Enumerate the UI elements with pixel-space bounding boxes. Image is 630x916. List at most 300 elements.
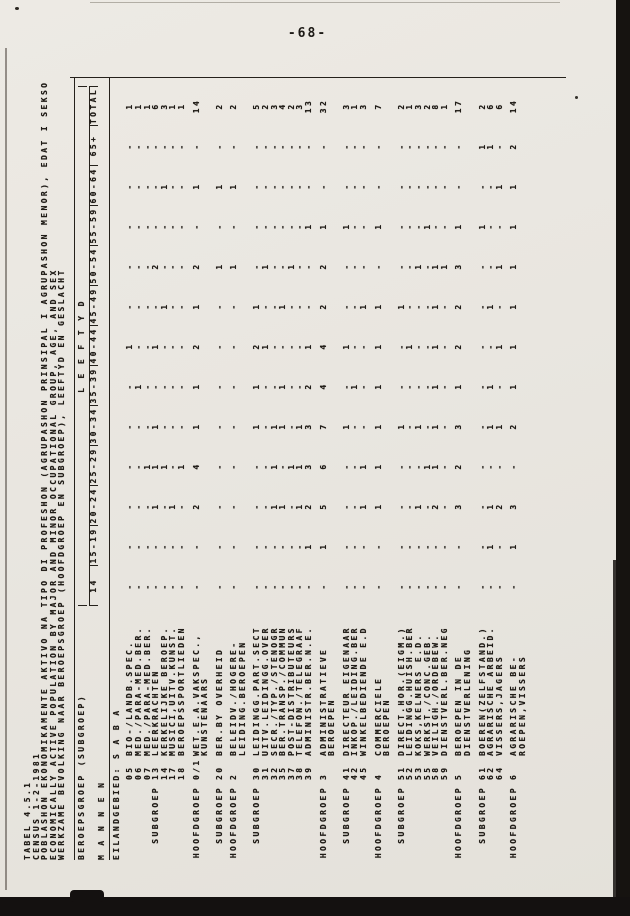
cell-value: 2 (477, 102, 487, 110)
cell-value: - (413, 302, 423, 310)
cell-value: 1 (159, 182, 169, 190)
cell-value: - (142, 342, 152, 350)
cell-value: - (295, 262, 305, 270)
table-row-continuation (519, 78, 528, 860)
cell-value: - (295, 182, 305, 190)
row-name-continued: BEROEPEN (382, 698, 392, 756)
cell-value: 1 (269, 422, 279, 430)
cell-value: - (295, 302, 305, 310)
cell-value: 3 (454, 422, 464, 430)
cell-value: - (373, 142, 383, 150)
cell-value: 3 (341, 102, 351, 110)
row-values (510, 86, 519, 606)
cell-value: - (125, 582, 135, 590)
cell-value: - (439, 142, 449, 150)
cell-value: 2 (229, 102, 239, 110)
cell-value: 1 (494, 422, 504, 430)
row-code: 52 (405, 765, 415, 780)
row-name: AGRARISCHE BE- (509, 654, 519, 756)
age-column-header: 20-24 (90, 486, 99, 526)
row-code: 59 (439, 765, 449, 780)
cell-value: - (133, 142, 143, 150)
cell-value: - (431, 542, 441, 550)
cell-value: - (214, 382, 224, 390)
cell-value: - (439, 222, 449, 230)
cell-value: - (176, 222, 186, 230)
cell-value: - (341, 262, 351, 270)
cell-value: 1 (304, 542, 314, 550)
cell-value: 1 (261, 342, 271, 350)
title-papiamento: POBLASHON EKONOMIKAMENTE AKTIVO NA TIPO DI PROFESHON (AGRUPASHON PRINSIPAL I AGRUPASHON MENOR), EDAT I SEKSO (40, 80, 50, 860)
cell-value: - (252, 582, 262, 590)
cell-value: 2 (422, 102, 432, 110)
cell-value: - (413, 382, 423, 390)
scan-speck (575, 96, 578, 99)
title-english: ECONOMICALLY ACTIVE POPULATION BY MAJOR AND MINOR OCCUPATIONAL GROUP, AGE, AND SEX (48, 268, 58, 860)
cell-value: 1 (486, 502, 496, 510)
cell-value: - (486, 222, 496, 230)
cell-value: - (125, 262, 135, 270)
cell-value: 14 (191, 98, 201, 114)
scan-edge-top-line (90, 2, 560, 3)
row-values (178, 86, 187, 606)
cell-value: - (439, 302, 449, 310)
cell-value: - (252, 222, 262, 230)
cell-value: 1 (252, 302, 262, 310)
cell-value: - (168, 462, 178, 470)
cell-value: - (359, 542, 368, 550)
row-group-label: HOOFDGROEP (191, 786, 201, 859)
age-column-header: 15-19 (90, 526, 99, 566)
cell-value: 1 (486, 142, 496, 150)
cell-value: - (159, 342, 169, 350)
island-header: EILANDGEBIED: S A B A (111, 708, 121, 860)
cell-value: - (269, 182, 279, 190)
cell-value: - (269, 542, 279, 550)
cell-value: - (168, 582, 178, 590)
row-group-label: HOOFDGROEP (509, 786, 519, 859)
row-name: DIENSTVERL.BER.NEG (439, 626, 449, 756)
cell-value: 1 (261, 262, 271, 270)
age-column-header: 30-34 (90, 406, 99, 446)
cell-value: - (191, 142, 201, 150)
cell-value: 4 (278, 102, 288, 110)
cell-value: 17 (454, 98, 464, 114)
cell-value: - (439, 382, 449, 390)
row-code: 64 (494, 765, 504, 780)
cell-value: 1 (142, 462, 152, 470)
cell-value: - (229, 422, 239, 430)
cell-value: 1 (278, 302, 288, 310)
row-code: 0/1 (191, 758, 201, 780)
cell-value: 1 (477, 222, 487, 230)
beroepsgroep-header: BEROEPSGROEP (SUBGROEP) (76, 694, 86, 860)
cell-value: - (176, 342, 186, 350)
cell-value: - (422, 302, 432, 310)
row-code: 6 (509, 772, 519, 780)
cell-value: - (477, 462, 487, 470)
row-code: 61 (477, 765, 487, 780)
row-values (216, 86, 225, 606)
cell-value: 5 (318, 502, 328, 510)
sex-header: M A N N E N (97, 780, 107, 860)
cell-value: - (350, 142, 360, 150)
cell-value: - (477, 182, 487, 190)
cell-value: - (261, 142, 271, 150)
table-row-continuation (464, 78, 473, 860)
cell-value: - (176, 182, 186, 190)
cell-value: 2 (191, 262, 201, 270)
cell-value: 1 (509, 302, 519, 310)
cell-value: - (133, 422, 143, 430)
cell-value: 3 (454, 502, 464, 510)
cell-value: - (413, 222, 423, 230)
cell-value: - (133, 582, 143, 590)
cell-value: - (494, 302, 504, 310)
cell-value: - (125, 182, 135, 190)
cell-value: - (168, 382, 178, 390)
cell-value: - (341, 502, 351, 510)
cell-value: 3 (359, 102, 368, 110)
cell-value: - (295, 542, 305, 550)
cell-value: 1 (286, 462, 296, 470)
cell-value: 32 (318, 98, 328, 114)
cell-value: 1 (286, 262, 296, 270)
row-name: MUSICI,UITV.KUNST. (168, 626, 178, 756)
cell-value: - (341, 582, 351, 590)
cell-value: - (396, 142, 406, 150)
cell-value: 2 (509, 142, 519, 150)
cell-value: 1 (454, 382, 464, 390)
cell-value: 1 (133, 382, 143, 390)
cell-value: - (159, 222, 169, 230)
cell-value: 2 (494, 502, 504, 510)
row-code: 07 (142, 765, 152, 780)
cell-value: - (142, 582, 152, 590)
column-group-header-row (78, 78, 87, 860)
cell-value: - (176, 142, 186, 150)
cell-value: - (454, 142, 464, 150)
cell-value: - (269, 342, 279, 350)
row-values (496, 86, 505, 606)
cell-value: - (125, 462, 135, 470)
cell-value: - (350, 302, 360, 310)
cell-value: 1 (413, 422, 423, 430)
cell-value: - (422, 502, 432, 510)
cell-value: - (229, 502, 239, 510)
cell-value: 1 (229, 182, 239, 190)
cell-value: 1 (509, 182, 519, 190)
cell-value: - (396, 382, 406, 390)
cell-value: - (422, 382, 432, 390)
title-dutch: WERKZAME BEVOLKING NAAR BEROEPSGROEP (HOOFDGROEP EN SUBGROEP), LEEFTYD EN GESLACHT (57, 268, 67, 860)
cell-value: 1 (295, 422, 305, 430)
cell-value: - (269, 582, 279, 590)
cell-value: 1 (431, 342, 441, 350)
row-group-label: HOOFDGROEP (373, 786, 383, 859)
cell-value: - (341, 302, 351, 310)
cell-value: 1 (422, 462, 432, 470)
cell-value: 1 (359, 302, 368, 310)
cell-value: - (133, 222, 143, 230)
age-column-header: 45-49 (90, 286, 99, 326)
cell-value: 1 (191, 182, 201, 190)
cell-value: - (350, 542, 360, 550)
row-name: VEILIGH./ORDEBEW. (431, 633, 441, 756)
cell-value: 1 (278, 382, 288, 390)
cell-value: - (142, 422, 152, 430)
cell-value: - (168, 182, 178, 190)
cell-value: - (252, 262, 262, 270)
cell-value: 1 (125, 102, 135, 110)
cell-value: 1 (509, 262, 519, 270)
cell-value: 1 (359, 462, 368, 470)
cell-value: 1 (454, 222, 464, 230)
cell-value: - (350, 342, 360, 350)
age-column-header: 50-54 (90, 246, 99, 286)
cell-value: 1 (486, 302, 496, 310)
cell-value: - (396, 342, 406, 350)
cell-value: - (159, 582, 169, 590)
table-row (360, 78, 369, 860)
spacer (67, 78, 72, 860)
cell-value: 1 (431, 422, 441, 430)
cell-value: - (341, 382, 351, 390)
cell-value: - (509, 462, 519, 470)
cell-value: - (168, 342, 178, 350)
row-code: 39 (304, 765, 314, 780)
row-name: UITV.LEIDINGG.OVER (261, 626, 271, 756)
cell-value: - (486, 462, 496, 470)
cell-value: - (261, 422, 271, 430)
cell-value: - (286, 382, 296, 390)
cell-value: - (214, 342, 224, 350)
cell-value: 2 (304, 502, 314, 510)
age-column-header: 35-39 (90, 366, 99, 406)
row-code: 41 (341, 765, 351, 780)
cell-value: - (396, 182, 406, 190)
cell-value: - (214, 582, 224, 590)
page-number: -68- (287, 26, 328, 41)
row-values (360, 86, 369, 606)
cell-value: - (405, 142, 415, 150)
cell-value: - (286, 342, 296, 350)
cell-value: - (125, 382, 135, 390)
cell-value: - (151, 222, 161, 230)
row-name: LEERKRACHTEN (151, 669, 161, 756)
cell-value: 1 (350, 102, 360, 110)
cell-value: 7 (318, 422, 328, 430)
cell-value: - (350, 222, 360, 230)
cell-value: - (405, 262, 415, 270)
cell-value: - (304, 262, 314, 270)
cell-value: - (494, 142, 504, 150)
cell-value: 2 (252, 342, 262, 350)
cell-value: - (214, 502, 224, 510)
cell-value: 3 (295, 102, 305, 110)
row-group-label: HOOFDGROEP (318, 786, 328, 859)
cell-value: 1 (373, 342, 383, 350)
cell-value: 1 (159, 302, 169, 310)
row-name: BEROEPEN IN DE (454, 654, 464, 756)
table-row-continuation (328, 78, 337, 860)
cell-value: 3 (304, 422, 314, 430)
cell-value: - (486, 342, 496, 350)
cell-value: 1 (509, 542, 519, 550)
cell-value: - (261, 502, 271, 510)
cell-value: - (413, 182, 423, 190)
cell-value: - (142, 182, 152, 190)
cell-value: - (405, 542, 415, 550)
cell-value: - (168, 542, 178, 550)
cell-value: - (229, 542, 239, 550)
row-name: COMMERCIELE (373, 676, 383, 756)
cell-value: - (191, 542, 201, 550)
cell-value: 1 (439, 102, 449, 110)
cell-value: - (229, 302, 239, 310)
cell-value: - (191, 582, 201, 590)
cell-value: - (214, 302, 224, 310)
cell-value: 1 (151, 462, 161, 470)
row-name: BEROEPSSPORTLIEDEN (176, 626, 186, 756)
cell-value: 1 (494, 342, 504, 350)
cell-value: - (261, 462, 271, 470)
cell-value: - (133, 182, 143, 190)
cell-value: - (229, 222, 239, 230)
cell-value: 4 (191, 462, 201, 470)
cell-value: 1 (295, 462, 305, 470)
cell-value: - (350, 422, 360, 430)
cell-value: - (286, 302, 296, 310)
cell-value: 1 (431, 262, 441, 270)
row-name: AGRARISCHE ARBEID. (486, 626, 496, 756)
row-name: SECR./TYP./STENOGR (269, 626, 279, 756)
cell-value: 1 (151, 342, 161, 350)
cell-value: - (214, 222, 224, 230)
cell-value: 4 (318, 382, 328, 390)
row-values (320, 86, 329, 606)
row-name: POST-DISTRIBUTEURS (286, 626, 296, 756)
cell-value: - (359, 222, 368, 230)
cell-value: - (176, 262, 186, 270)
cell-value: - (439, 542, 449, 550)
cell-value: - (359, 582, 368, 590)
cell-value: - (295, 222, 305, 230)
cell-value: - (125, 142, 135, 150)
cell-value: - (133, 542, 143, 550)
cell-value: - (359, 142, 368, 150)
cell-value: - (350, 462, 360, 470)
cell-value: - (286, 182, 296, 190)
row-code: 2 (229, 772, 239, 780)
cell-value: 1 (304, 342, 314, 350)
cell-value: 1 (509, 222, 519, 230)
cell-value: - (159, 382, 169, 390)
cell-value: - (286, 582, 296, 590)
cell-value: - (176, 302, 186, 310)
cell-value: - (373, 262, 383, 270)
cell-value: - (214, 422, 224, 430)
cell-value: - (295, 382, 305, 390)
cell-value: 1 (168, 102, 178, 110)
cell-value: - (486, 262, 496, 270)
cell-value: - (477, 582, 487, 590)
row-name: INKOP./LEIDING.BER (350, 626, 360, 756)
cell-value: - (278, 182, 288, 190)
cell-value: - (159, 262, 169, 270)
row-group-label: SUBGROEP (396, 786, 406, 844)
cell-value: - (269, 222, 279, 230)
row-values (230, 86, 239, 606)
cell-value: - (477, 542, 487, 550)
cell-value: - (318, 142, 328, 150)
cell-value: - (151, 302, 161, 310)
cell-value: - (413, 462, 423, 470)
cell-value: - (252, 502, 262, 510)
age-column-header: TOTAL (88, 87, 98, 125)
cell-value: - (405, 302, 415, 310)
row-values (375, 86, 384, 606)
age-column-header: 55-59 (90, 206, 99, 246)
cell-value: 2 (431, 502, 441, 510)
cell-value: 13 (304, 98, 314, 114)
cell-value: 1 (413, 502, 423, 510)
cell-value: 1 (373, 502, 383, 510)
cell-value: - (278, 262, 288, 270)
cell-value: 1 (405, 342, 415, 350)
cell-value: 1 (486, 422, 496, 430)
cell-value: - (176, 542, 186, 550)
cell-value: 1 (168, 502, 178, 510)
cell-value: - (133, 462, 143, 470)
age-column-header: 65+ (90, 126, 99, 166)
age-header-row (90, 78, 99, 860)
cell-value: - (413, 342, 423, 350)
row-name: WET.E.A.VAKSPEC., (191, 633, 201, 756)
cell-value: - (431, 582, 441, 590)
cell-value: - (318, 582, 328, 590)
cell-value: - (125, 222, 135, 230)
cell-value: 1 (373, 222, 383, 230)
cell-value: - (125, 542, 135, 550)
cell-value: - (413, 142, 423, 150)
row-code: 06 (133, 765, 143, 780)
row-code: 58 (431, 765, 441, 780)
cell-value: - (304, 582, 314, 590)
cell-value: - (439, 462, 449, 470)
cell-value: 1 (373, 462, 383, 470)
row-name: LEIDINGG.HUISH.BER (405, 626, 415, 756)
table-row (441, 78, 450, 860)
cell-value: - (142, 542, 152, 550)
cell-value: - (359, 342, 368, 350)
cell-value: - (350, 262, 360, 270)
cell-value: - (229, 462, 239, 470)
table-row (216, 78, 225, 860)
cell-value: 1 (125, 342, 135, 350)
cell-value: - (422, 182, 432, 190)
cell-value: - (422, 142, 432, 150)
cell-value: - (341, 542, 351, 550)
cell-value: - (269, 302, 279, 310)
cell-value: 1 (396, 422, 406, 430)
cell-value: 2 (396, 102, 406, 110)
cell-value: - (151, 182, 161, 190)
cell-value: - (214, 462, 224, 470)
cell-value: - (454, 182, 464, 190)
cell-value: - (278, 582, 288, 590)
cell-value: - (229, 382, 239, 390)
